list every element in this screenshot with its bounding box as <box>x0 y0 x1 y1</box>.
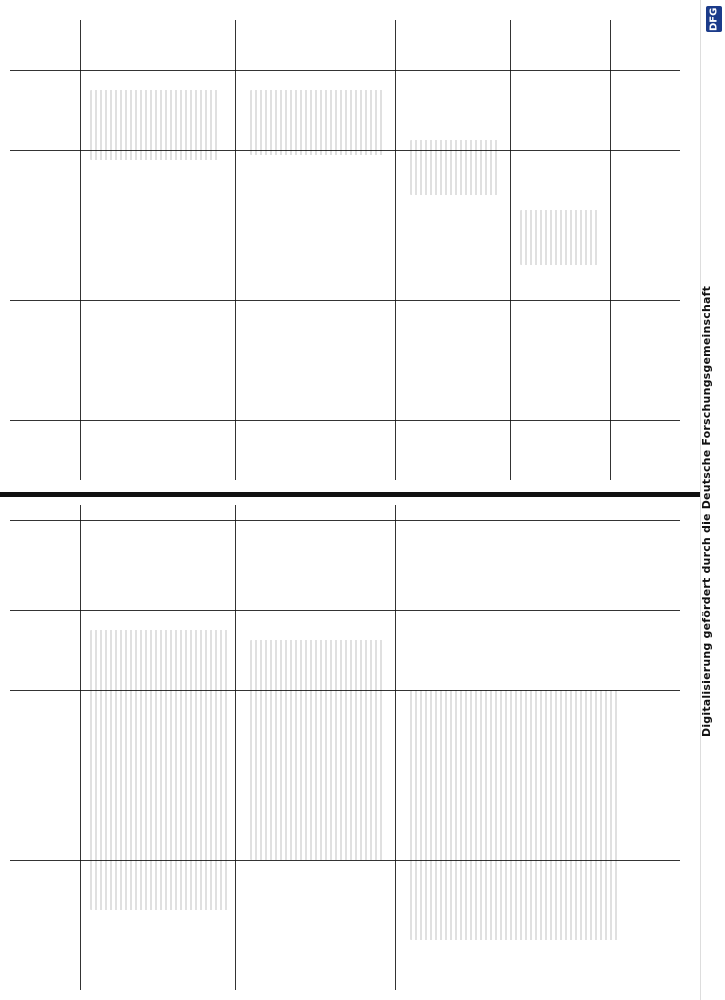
top-page-table-rule-3 <box>10 420 680 421</box>
top-page-col-divider-2 <box>235 20 236 480</box>
top-page-col-divider-5 <box>610 20 611 480</box>
top-page-text-block-1 <box>90 90 220 160</box>
bottom-page-col-divider-2 <box>235 505 236 990</box>
bottom-page-col-divider-1 <box>80 505 81 990</box>
binding-gutter <box>0 492 700 497</box>
top-page-header-rule <box>10 70 680 71</box>
top-page-col-divider-4 <box>510 20 511 480</box>
bottom-page-col-divider-3 <box>395 505 396 990</box>
dfg-funding-label: Digitalisierung gefördert durch die Deutsche Forschungsgemeinschaft <box>700 285 713 737</box>
bottom-page-header-rule <box>10 520 680 521</box>
top-page-text-block-3 <box>410 140 500 195</box>
bottom-page-table-rule-1 <box>10 610 680 611</box>
bottom-page-text-block-1 <box>90 630 230 910</box>
bottom-page-text-block-2 <box>250 640 385 860</box>
top-page-table-rule-2 <box>10 300 680 301</box>
bottom-page-text-block-3 <box>410 690 620 940</box>
top-page-col-divider-3 <box>395 20 396 480</box>
top-page-text-block-4 <box>520 210 600 265</box>
top-page-text-block-2 <box>250 90 385 155</box>
top-page-col-divider-1 <box>80 20 81 480</box>
dfg-logo: DFG <box>706 6 722 32</box>
